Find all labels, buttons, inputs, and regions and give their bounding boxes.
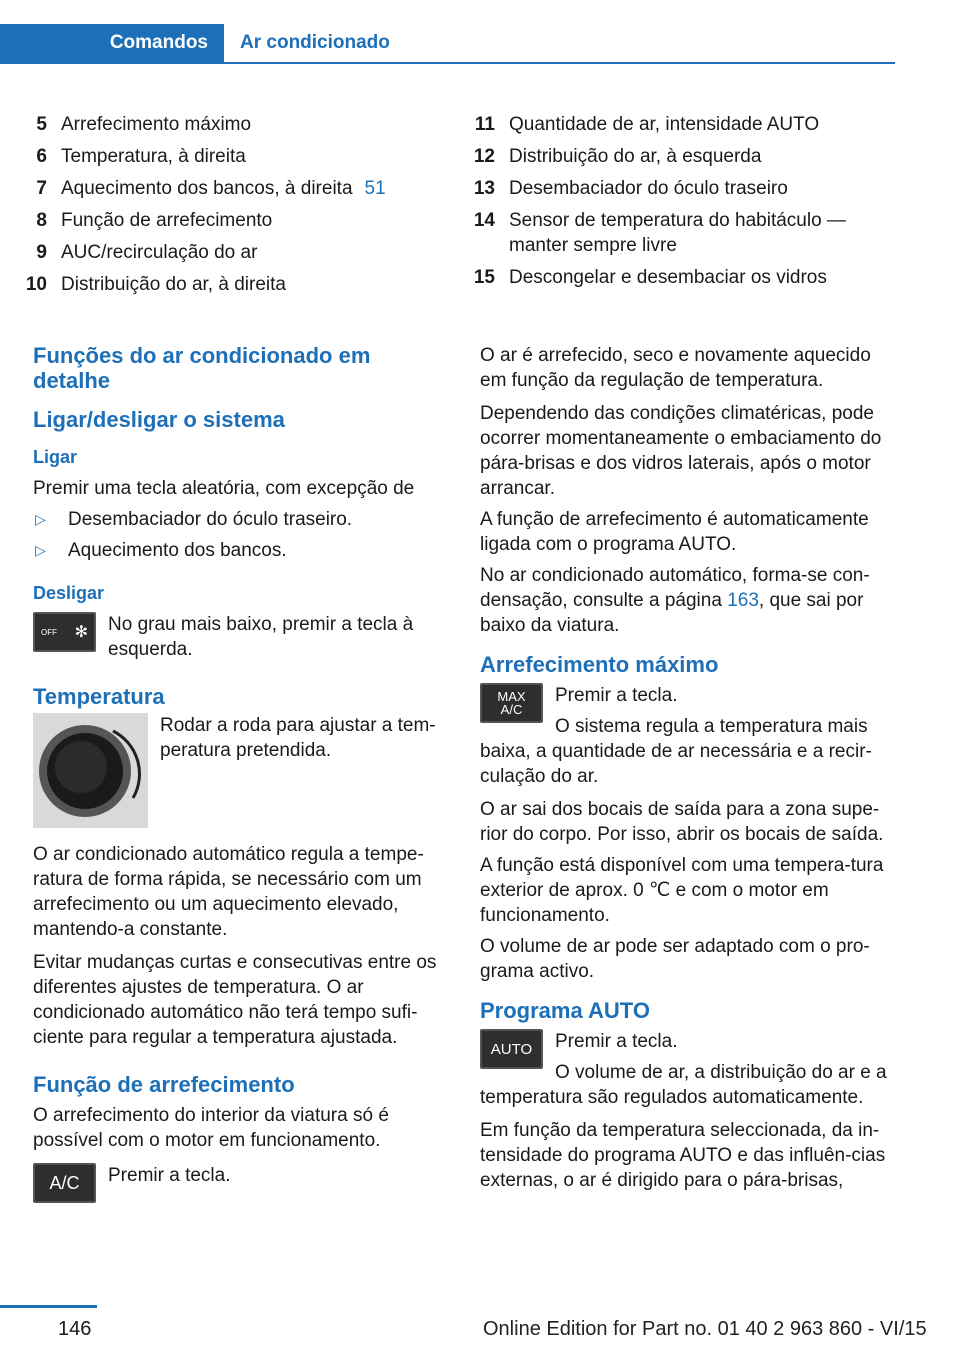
paragraph: Premir a tecla. <box>108 1165 231 1186</box>
temperatura-block <box>33 713 441 832</box>
footer-rule <box>0 1305 97 1308</box>
subsection-heading: Função de arrefecimento <box>33 1072 295 1097</box>
list-item: 12 Distribuição do ar, à esquerda <box>473 146 762 167</box>
paragraph: O arrefecimento do interior da viatura só é possível com o motor em funcionamento. <box>33 1105 389 1151</box>
list-item: 15 Descongelar e desembaciar os vidros <box>473 267 827 288</box>
list-item: ▷ Desembaciador do óculo traseiro. <box>35 509 353 530</box>
triangle-bullet-icon: ▷ <box>35 511 46 527</box>
legend-list-left <box>17 112 437 304</box>
paragraph: No ar condicionado automático, forma-se con-densação, consulte a página 163, que sai por baixo da viatura. <box>480 565 870 636</box>
list-item: 7 Aquecimento dos bancos, à direita 51 <box>36 178 386 199</box>
off-key-image <box>33 612 96 652</box>
edition-note: Online Edition for Part no. 01 40 2 963 860 - VI/15 <box>483 1318 927 1340</box>
subsection-heading: Ligar/desligar o sistema <box>33 407 285 432</box>
list-item: 11 Quantidade de ar, intensidade AUTO <box>474 114 820 135</box>
page-ref-link[interactable]: 51 <box>364 178 386 199</box>
paragraph: Premir uma tecla aleatória, com excepção de <box>33 478 415 499</box>
list-item: ▷ Aquecimento dos bancos. <box>35 540 287 561</box>
subsection-heading: Temperatura <box>33 684 165 709</box>
minor-heading: Ligar <box>33 447 78 467</box>
paragraph: A função de arrefecimento é automaticamente ligada com o programa AUTO. <box>480 509 869 555</box>
paragraph: O volume de ar pode ser adaptado com o pro-grama activo. <box>480 936 870 982</box>
page-ref-link[interactable]: 163 <box>727 590 759 611</box>
tab-ar-condicionado[interactable]: Ar condicionado <box>240 32 390 53</box>
paragraph: O ar é arrefecido, seco e novamente aquecido em função da regulação de temperatura. <box>480 345 871 391</box>
list-item: 10 Distribuição do ar, à direita <box>25 274 286 295</box>
list-item: 5 Arrefecimento máximo <box>36 114 252 135</box>
header-tabbar <box>0 24 895 64</box>
paragraph: Em função da temperatura seleccionada, da in-tensidade do programa AUTO e das influên-cias externas, o ar é dirigido para o pára-brisas, <box>480 1120 886 1191</box>
paragraph: Evitar mudanças curtas e consecutivas entre os diferentes ajustes de temperatura. O ar condicionado automático não terá tempo sufi-ciente para regular a temperatura ajustada. <box>33 952 437 1048</box>
section-heading: Funções do ar condicionado em detalhe <box>33 343 371 393</box>
left-column <box>33 343 441 1207</box>
tab-comandos[interactable]: Comandos <box>0 24 224 62</box>
paragraph: No grau mais baixo, premir a tecla à esquerda. <box>108 614 414 660</box>
legend-list-right <box>465 112 895 297</box>
off-label: OFF <box>41 627 57 637</box>
paragraph: O ar sai dos bocais de saída para a zona supe-rior do corpo. Por isso, abrir os bocais de saída. <box>480 799 884 845</box>
subsection-heading: Arrefecimento máximo <box>480 652 719 677</box>
fan-icon: ✻ <box>74 623 88 641</box>
rotary-dial-icon <box>33 713 148 828</box>
triangle-bullet-icon: ▷ <box>35 542 46 558</box>
minor-heading: Desligar <box>33 583 105 603</box>
auto-key-image: AUTO <box>480 1029 543 1069</box>
max-ac-key-image: MAX A/C <box>480 683 543 723</box>
max-block <box>480 683 898 789</box>
list-item: 13 Desembaciador do óculo traseiro <box>473 178 788 199</box>
paragraph: O volume de ar, a distribuição do ar e a temperatura são regulados automaticamente. <box>480 1062 887 1108</box>
paragraph: Premir a tecla. <box>555 1031 678 1052</box>
ac-key-image: A/C <box>33 1163 96 1203</box>
paragraph: A função está disponível com uma tempera-tura exterior de aprox. 0 ℃ e com o motor em funcionamento. <box>480 855 884 926</box>
auto-block <box>480 1029 898 1110</box>
paragraph: Dependendo das condições climatéricas, pode ocorrer momentaneamente o embaciamento do pára-brisas e dos vidros laterais, após o motor arrancar. <box>480 403 882 499</box>
paragraph: Premir a tecla. <box>555 685 678 706</box>
subsection-heading: Programa AUTO <box>480 998 650 1023</box>
list-item: 8 Função de arrefecimento <box>36 210 273 231</box>
page-number: 146 <box>58 1318 92 1340</box>
right-column <box>480 343 898 1193</box>
list-item: 9 AUC/recirculação do ar <box>36 242 258 263</box>
temperature-wheel-image <box>33 713 148 828</box>
paragraph: O sistema regula a temperatura mais baixa, a quantidade de ar necessária e a recir-culação do ar. <box>480 716 872 787</box>
paragraph: O ar condicionado automático regula a tempe-ratura de forma rápida, se necessário com um arrefecimento ou um aquecimento elevado, mantendo-a constante. <box>33 844 424 940</box>
paragraph: Rodar a roda para ajustar a tem-peratura pretendida. <box>160 715 436 761</box>
list-item: 14 Sensor de temperatura do habitáculo — manter sempre livre <box>473 210 846 256</box>
desligar-block <box>33 612 441 662</box>
list-item: 6 Temperatura, à direita <box>36 146 246 167</box>
ac-block <box>33 1163 441 1207</box>
